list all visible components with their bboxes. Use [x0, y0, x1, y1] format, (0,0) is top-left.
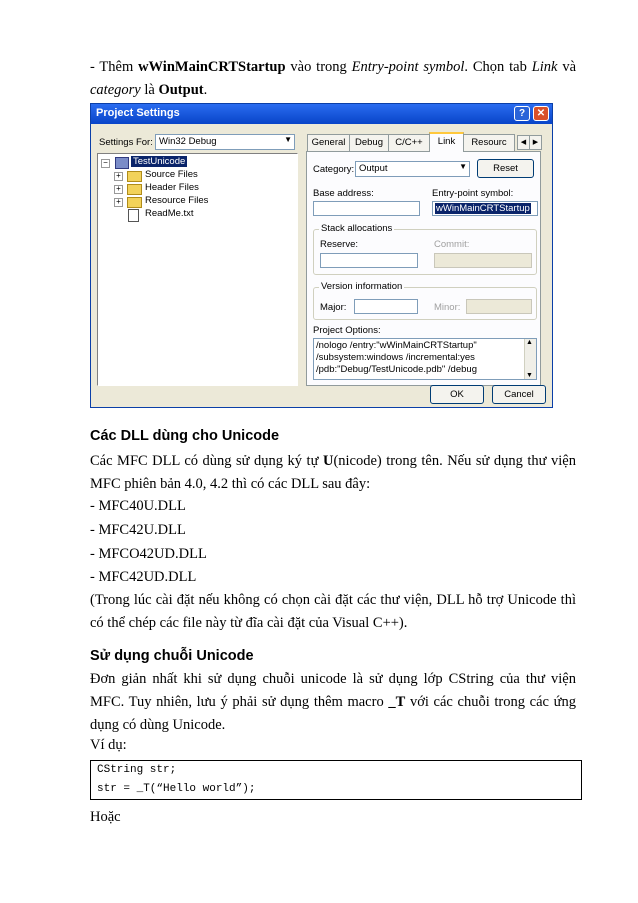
- reserve-label: Reserve:: [320, 239, 359, 250]
- expand-icon[interactable]: +: [114, 172, 123, 181]
- settings-for-value: Win32 Debug: [159, 136, 217, 147]
- settings-for-select[interactable]: [155, 134, 295, 150]
- ok-button[interactable]: OK: [430, 385, 484, 404]
- para-text: (nicode) trong tên. Nếu sử dụng thư viện MFC phiên bản 4.0, 4.2 thì có các DLL sau đây:: [90, 453, 576, 492]
- intro-text: là: [140, 82, 159, 98]
- options-line: /subsystem:windows /incremental:yes: [316, 352, 475, 363]
- help-button[interactable]: ?: [514, 106, 530, 121]
- project-icon: [115, 157, 129, 169]
- para-text: Đơn giản nhất khi sử dụng chuỗi unicode là sử dụng lớp CString của thư viện MFC. Tuy nhiên, lưu ý phải sử dụng thêm macro: [90, 671, 576, 710]
- intro-output-word: Output: [158, 82, 204, 98]
- folder-icon: [127, 171, 142, 182]
- stack-group-label: Stack allocations: [321, 223, 393, 234]
- link-tab-pane: [306, 151, 541, 386]
- options-scrollbar[interactable]: [524, 339, 536, 379]
- project-options-label: Project Options:: [313, 325, 381, 336]
- para-bold: _T: [388, 694, 406, 710]
- folder-icon: [127, 197, 142, 208]
- category-value: Output: [359, 163, 388, 174]
- section1-paragraph: [90, 450, 576, 496]
- dll-item: - MFC42U.DLL: [90, 522, 186, 538]
- intro-symbol: wWinMainCRTStartup: [138, 59, 286, 75]
- category-label: Category:: [313, 164, 355, 175]
- minor-input[interactable]: [466, 299, 532, 314]
- reserve-input[interactable]: [320, 253, 418, 268]
- base-address-input[interactable]: [313, 201, 420, 216]
- settings-for-label: Settings For:: [99, 137, 153, 148]
- install-note: (Trong lúc cài đặt nếu không có chọn cài đặt các thư viện, DLL hỗ trợ Unicode thì có thể chép các file này từ đĩa cài đặt của Visual C++).: [90, 592, 576, 631]
- project-tree[interactable]: [97, 153, 298, 386]
- base-address-label: Base address:: [313, 188, 374, 199]
- commit-input[interactable]: [434, 253, 532, 268]
- section-heading: Các DLL dùng cho Unicode: [90, 428, 280, 444]
- code-line: str = _T(“Hello world”);: [97, 783, 256, 795]
- intro-field-name: Entry-point symbol: [351, 59, 465, 75]
- scroll-down-icon[interactable]: ▼: [526, 372, 533, 379]
- chevron-down-icon: ▼: [459, 162, 467, 171]
- category-select[interactable]: [355, 161, 470, 177]
- close-button[interactable]: ✕: [533, 106, 549, 121]
- chevron-down-icon: ▼: [284, 135, 292, 144]
- tab-scroll-left-icon[interactable]: ◀: [517, 135, 530, 150]
- para-text: Các MFC DLL có dùng sử dụng ký tự: [90, 453, 323, 469]
- entry-point-value: wWinMainCRTStartup: [436, 203, 530, 214]
- para-text: với các chuỗi trong các ứng dụng có dùng Unicode.: [90, 694, 576, 733]
- scroll-up-icon[interactable]: ▲: [526, 339, 533, 346]
- intro-category-word: category: [90, 82, 141, 98]
- intro-text: - Thêm: [90, 59, 139, 75]
- tab-scroll-right-icon[interactable]: ▶: [529, 135, 542, 150]
- intro-text: . Chọn tab: [464, 59, 532, 75]
- project-options-text: [316, 340, 477, 376]
- tree-item-label: Resource Files: [145, 195, 209, 206]
- section2-paragraph: [90, 668, 576, 737]
- options-line: /nologo /entry:"wWinMainCRTStartup": [316, 340, 477, 351]
- stack-allocations-group: [313, 223, 537, 275]
- intro-text: và: [557, 59, 577, 75]
- dll-item: - MFCO42UD.DLL: [90, 546, 207, 562]
- entry-point-label: Entry-point symbol:: [432, 188, 514, 199]
- commit-label: Commit:: [434, 239, 470, 250]
- intro-tab-name: Link: [531, 59, 558, 75]
- major-input[interactable]: [354, 299, 418, 314]
- minor-label: Minor:: [434, 302, 461, 313]
- dll-item: - MFC42UD.DLL: [90, 569, 197, 585]
- project-settings-dialog: [90, 103, 553, 408]
- tab-link[interactable]: Link: [429, 132, 464, 152]
- para-bold: U: [322, 453, 334, 469]
- example-label: Ví dụ:: [90, 737, 127, 753]
- tab-debug[interactable]: Debug: [349, 134, 389, 151]
- dll-item: - MFC40U.DLL: [90, 498, 186, 514]
- major-label: Major:: [320, 302, 347, 313]
- tab-cpp[interactable]: C/C++: [388, 134, 430, 151]
- project-options-textarea[interactable]: [313, 338, 537, 380]
- collapse-icon[interactable]: −: [101, 159, 110, 168]
- folder-icon: [127, 184, 142, 195]
- section-heading: Sử dụng chuỗi Unicode: [90, 648, 254, 664]
- after-text: Hoặc: [90, 809, 121, 825]
- entry-point-input[interactable]: [432, 201, 538, 216]
- dialog-titlebar: [91, 104, 552, 124]
- text-file-icon: [128, 209, 139, 222]
- code-line: CString str;: [97, 764, 177, 776]
- reset-button[interactable]: Reset: [477, 159, 534, 178]
- cancel-button[interactable]: Cancel: [492, 385, 546, 404]
- tree-root-label: TestUnicode: [133, 156, 186, 167]
- tab-resource[interactable]: Resourc: [463, 134, 515, 151]
- options-line: /pdb:"Debug/TestUnicode.pdb" /debug: [316, 364, 477, 375]
- intro-paragraph: [90, 56, 576, 102]
- version-group-label: Version information: [321, 281, 403, 292]
- intro-text: .: [203, 82, 208, 98]
- tree-item-label: Header Files: [145, 182, 199, 193]
- tree-item-label: ReadMe.txt: [145, 208, 194, 219]
- expand-icon[interactable]: +: [114, 185, 123, 194]
- intro-text: vào trong: [285, 59, 352, 75]
- version-information-group: [313, 281, 537, 320]
- dialog-title: Project Settings: [96, 107, 180, 119]
- code-block: [90, 760, 582, 800]
- tree-item-label: Source Files: [145, 169, 198, 180]
- expand-icon[interactable]: +: [114, 198, 123, 207]
- tab-general[interactable]: General: [307, 134, 350, 151]
